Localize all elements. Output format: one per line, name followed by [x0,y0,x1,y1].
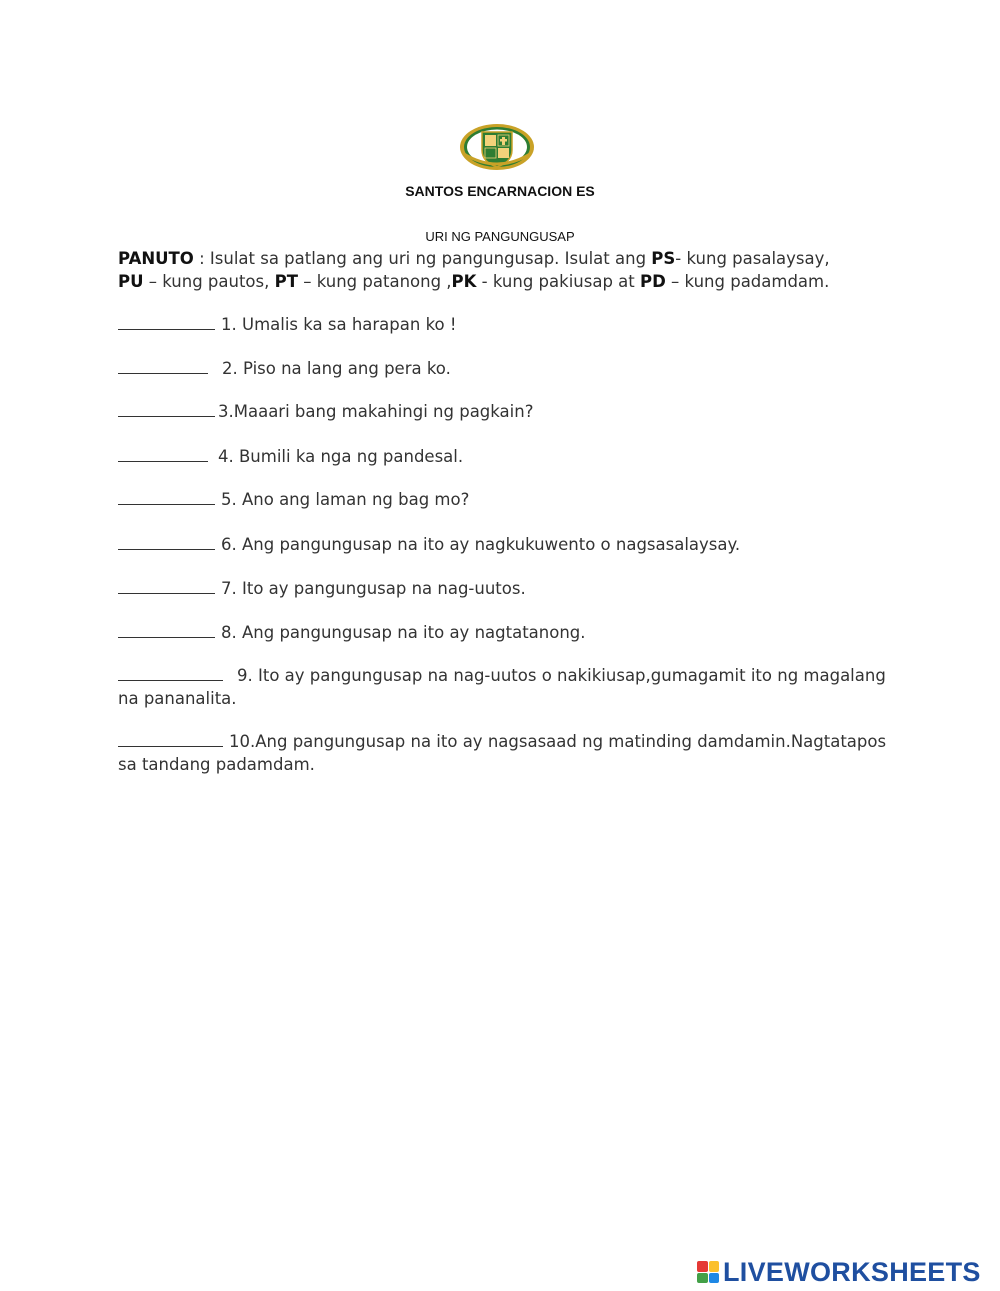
worksheet-title: URI NG PANGUNGUSAP [425,229,575,244]
answer-blank[interactable] [118,359,208,374]
answer-blank[interactable] [118,623,215,638]
question-item: 7. Ito ay pangungusap na nag-uutos. [118,577,888,600]
answer-blank[interactable] [118,732,223,747]
question-item: 3.Maaari bang makahingi ng pagkain? [118,400,888,423]
answer-blank[interactable] [118,666,223,681]
question-item: 10.Ang pangungusap na ito ay nagsasaad ng matinding damdamin.Nagtatapos sa tandang padamdam. [118,732,887,774]
question-item: 1. Umalis ka sa harapan ko ! [118,313,888,336]
answer-blank[interactable] [118,535,215,550]
question-item: 8. Ang pangungusap na ito ay nagtatanong. [118,621,888,644]
question-item: 4. Bumili ka nga ng pandesal. [118,445,888,468]
instructions: PANUTO : Isulat sa patlang ang uri ng pangungusap. Isulat ang PS- kung pasalaysay, PU – kung pautos, PT – kung patanong ,PK - kung pakiusap at PD – kung padamdam. [118,249,830,291]
answer-blank[interactable] [118,579,215,594]
instructions-label: PANUTO [118,249,194,268]
question-item: 2. Piso na lang ang pera ko. [118,357,888,380]
liveworksheets-logo-icon [697,1261,719,1283]
question-item: 9. Ito ay pangungusap na nag-uutos o nakikiusap,gumagamit ito ng magalang na pananalita. [118,666,886,708]
answer-blank[interactable] [118,315,215,330]
school-name: SANTOS ENCARNACION ES [405,183,595,199]
liveworksheets-brand: LIVEWORKSHEETS [723,1256,981,1287]
answer-blank[interactable] [118,490,215,505]
question-item: 6. Ang pangungusap na ito ay nagkukuwento o nagsasalaysay. [118,533,888,556]
school-seal-logo [458,122,536,172]
liveworksheets-footer [697,1257,981,1287]
answer-blank[interactable] [118,447,208,462]
answer-blank[interactable] [118,402,215,417]
question-item: 5. Ano ang laman ng bag mo? [118,488,888,511]
